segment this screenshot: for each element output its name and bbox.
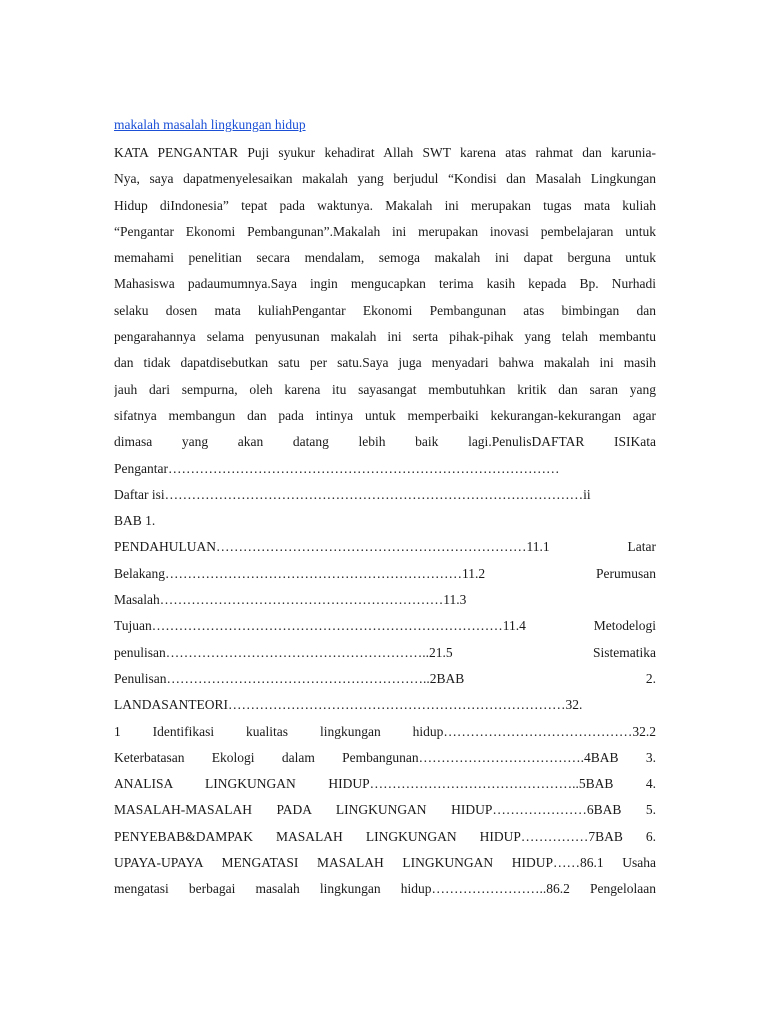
text-line: 1 Identifikasi kualitas lingkungan hidup……………………………………32.2: [114, 723, 656, 739]
document-page: [114, 115, 656, 903]
text-line: “Pengantar Ekonomi Pembangunan”.Makalah ini merupakan inovasi pembelajaran untuk: [114, 223, 656, 239]
text-line: MASALAH-MASALAH PADA LINGKUNGAN HIDUP…………………6BAB 5.: [114, 802, 656, 818]
text-line: PENYEBAB&DAMPAK MASALAH LINGKUNGAN HIDUP……………7BAB 6.: [114, 828, 656, 844]
text-line: memahami penelitian secara mendalam, semoga makalah ini dapat berguna untuk: [114, 250, 656, 266]
document-body: [114, 140, 656, 903]
text-line: KATA PENGANTAR Puji syukur kehadirat Allah SWT karena atas rahmat dan karunia-: [114, 145, 656, 160]
text-line: Penulisan…………………………………………………..2BAB 2.: [114, 670, 656, 686]
text-line: dimasa yang akan datang lebih baik lagi.PenulisDAFTAR ISIKata: [114, 434, 656, 450]
text-line: Tujuan……………………………………………………………………11.4 Metodelogi: [114, 618, 656, 634]
text-line: selaku dosen mata kuliahPengantar Ekonomi Pembangunan atas bimbingan dan: [114, 302, 656, 318]
text-line: Nya, saya dapatmenyelesaikan makalah yang berjudul “Kondisi dan Masalah Lingkungan: [114, 171, 656, 187]
text-line: Hidup diIndonesia” tepat pada waktunya. Makalah ini merupakan tugas mata kuliah: [114, 197, 656, 213]
text-line: Pengantar……………………………………………………………………………: [114, 460, 560, 476]
text-line: LANDASANTEORI…………………………………………………………………32.: [114, 697, 583, 713]
text-line: PENDAHULUAN……………………………………………………………11.1 Latar: [114, 539, 656, 555]
text-line: Belakang…………………………………………………………11.2 Perumusan: [114, 565, 656, 581]
text-line: dan tidak dapatdisebutkan satu per satu.Saya juga menyadari bahwa makalah ini masih: [114, 355, 656, 371]
text-line: UPAYA-UPAYA MENGATASI MASALAH LINGKUNGAN HIDUP……86.1 Usaha: [114, 855, 656, 871]
text-line: BAB 1.: [114, 513, 156, 529]
text-line: penulisan…………………………………………………..21.5 Sistematika: [114, 644, 656, 660]
text-line: Mahasiswa padaumumnya.Saya ingin mengucapkan terima kasih kepada Bp. Nurhadi: [114, 276, 656, 292]
text-line: sifatnya membangun dan pada intinya untuk memperbaiki kekurangan-kekurangan agar: [114, 407, 656, 423]
text-line: Masalah………………………………………………………11.3: [114, 592, 467, 608]
text-line: ANALISA LINGKUNGAN HIDUP………………………………………..5BAB 4.: [114, 776, 656, 792]
document-title-link[interactable]: makalah masalah lingkungan hidup: [114, 117, 306, 132]
text-line: pengarahannya selama penyusunan makalah ini serta pihak-pihak yang telah membantu: [114, 329, 656, 345]
text-line: Keterbatasan Ekologi dalam Pembangunan……………………………….4BAB 3.: [114, 749, 656, 765]
text-line: jauh dari sempurna, oleh karena itu sayasangat membutuhkan kritik dan saran yang: [114, 381, 656, 397]
text-line: Daftar isi…………………………………………………………………………………ii: [114, 486, 591, 502]
text-line: mengatasi berbagai masalah lingkungan hidup……………………..86.2 Pengelolaan: [114, 881, 656, 897]
